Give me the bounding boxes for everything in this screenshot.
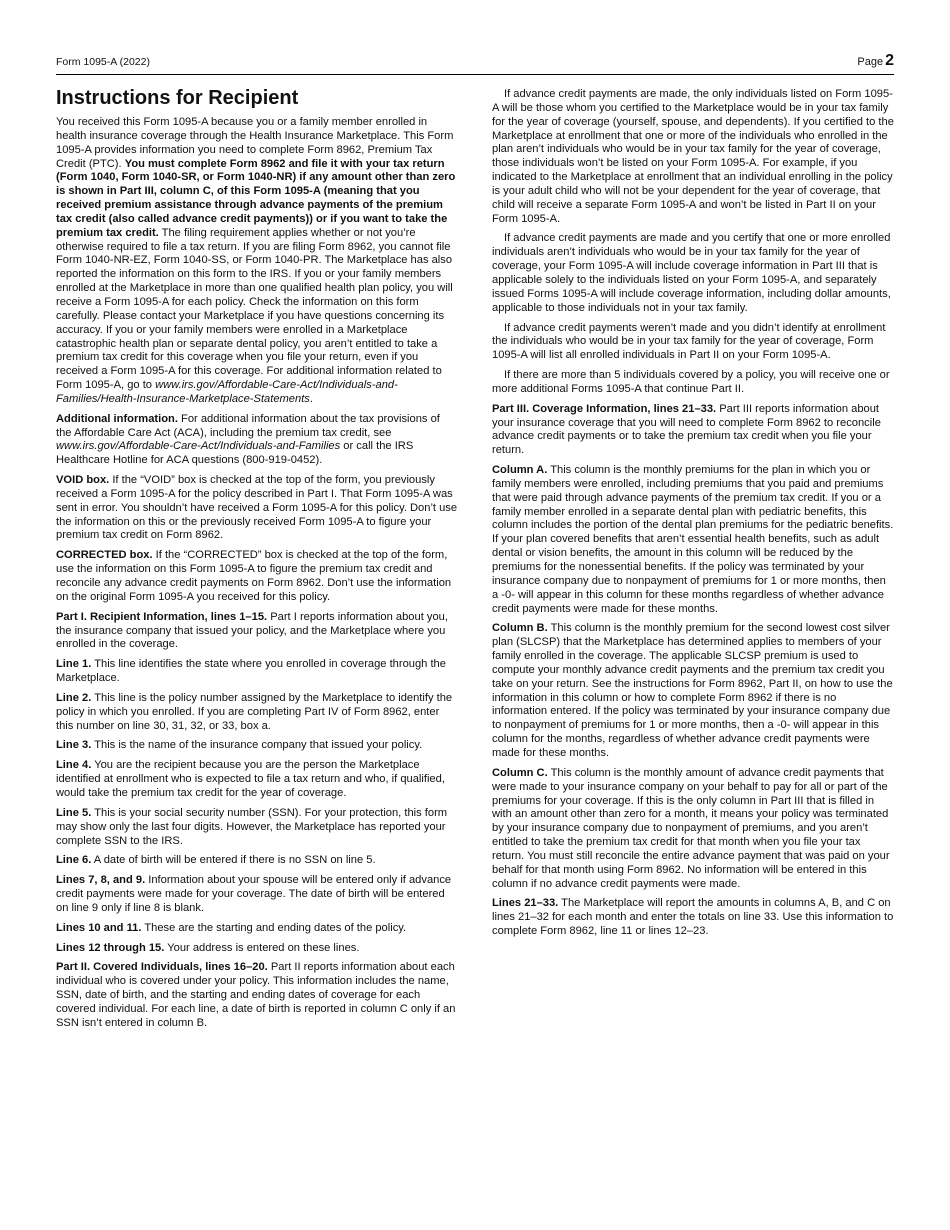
line4-paragraph: Line 4. You are the recipient because you are the person the Marketplace identified at enrollment who is expected to file a tax return and who, if qualified, would take the premium tax credit for the year of coverage. bbox=[56, 759, 445, 799]
line6-heading: Line 6. bbox=[56, 854, 92, 867]
line5-paragraph: Line 5. This is your social security number (SSN). For your protection, this form may show only the last four digits. However, the Marketplace has reported your complete SSN to the IRS. bbox=[56, 806, 448, 847]
lines1011-paragraph: Lines 10 and 11. These are the starting and ending dates of the policy. bbox=[56, 921, 407, 934]
line3-paragraph: Line 3. This is the name of the insurance company that issued your policy. bbox=[56, 739, 423, 752]
lines2133-paragraph: Lines 21–33. The Marketplace will report the amounts in columns A, B, and C on lines 21–32 for each month and enter the totals on line 33. Use this information to complete Form 8962, line 11 or lines 12–23. bbox=[492, 897, 894, 938]
line4-heading: Line 4. bbox=[56, 759, 92, 772]
more-than-5-paragraph: If there are more than 5 individuals covered by a policy, you will receive one or more additional Forms 1095-A that continue Part II. bbox=[492, 369, 890, 395]
column-c-paragraph: Column C. This column is the monthly amount of advance credit payments that were made to your insurance company on your behalf to pay for all or part of the premiums for your coverage. If this is the only column in Part III that is filled in with an amount other than zero for a month, it means your policy was terminated by your insurance company due to nonpayment of premiums, and you aren’t entitled to take the premium tax credit for that month when you file your tax return. You must still reconcile the entire advance payment that was paid on your behalf for that month using Form 8962. No information will be entered in this column if no advance credit payments were made. bbox=[492, 766, 890, 890]
no-advance-payments-paragraph: If advance credit payments weren’t made and you didn’t identify at enrollment the individuals who would be in your tax family for the year of coverage, Form 1095-A will list all enrolled individuals in Part II on your Form 1095-A. bbox=[492, 321, 886, 362]
line3-heading: Line 3. bbox=[56, 739, 92, 752]
page-header bbox=[56, 52, 894, 75]
part1-heading: Part I. Recipient Information, lines 1–15. bbox=[56, 610, 268, 623]
page-word: Page bbox=[857, 56, 884, 68]
lines1215-paragraph: Lines 12 through 15. Your address is entered on these lines. bbox=[56, 941, 360, 954]
line2-paragraph: Line 2. This line is the policy number assigned by the Marketplace to identify the policy in which you enrolled. If you are completing Part IV of Form 8962, enter this number on line 30, 31, 32, or 33, box a. bbox=[56, 691, 453, 732]
column-b-heading: Column B. bbox=[492, 622, 548, 635]
void-box-paragraph: VOID box. If the “VOID” box is checked at the top of the form, you previously received a Form 1095-A for the policy described in Part I. That Form 1095-A was sent in error. You shouldn’t have received a Form 1095-A for this policy. Don’t use the information on this or the previously received Form 1095-A to figure your premium tax credit on Form 8962. bbox=[56, 474, 458, 542]
line1-paragraph: Line 1. This line identifies the state where you enrolled in coverage through the Marketplace. bbox=[56, 658, 446, 685]
advance-payments-paragraph: If advance credit payments are made, the only individuals listed on Form 1095-A will be those whom you certified to the Marketplace would be in your tax family for the year of coverage (yourself, spouse, and dependents). If you certified to the Marketplace at enrollment that one or more of the individuals who enrolled in the plan aren’t individuals who would be in your tax family for the year of coverage, those individuals won’t be listed on your Form 1095-A. For example, if you indicated to the Marketplace at enrollment that an individual enrolling in the policy is your adult child who will not be your dependent for the year of coverage, that child will receive a separate Form 1095-A and won’t be listed in Part II on your Form 1095-A. bbox=[492, 88, 894, 225]
part2-heading: Part II. Covered Individuals, lines 16–20. bbox=[56, 961, 268, 974]
line2-heading: Line 2. bbox=[56, 691, 92, 704]
lines789-paragraph: Lines 7, 8, and 9. Information about your spouse will be entered only if advance credit payments were made for your coverage. The date of birth will be entered on line 9 only if line 8 is blank. bbox=[56, 874, 452, 914]
statements-link[interactable]: www.irs.gov/Affordable-Care-Act/Individuals-and-Families/Health-Insurance-Marketplace-Statements bbox=[56, 379, 398, 405]
tax-family-paragraph: If advance credit payments are made and you certify that one or more enrolled individuals aren’t individuals who would be in your tax family for the year of coverage, your Form 1095-A will include coverage information in Part III that is applicable solely to the individuals listed on your Form 1095-A, and separately issued Forms 1095-A will include coverage information, including dollar amounts, applicable to those individuals not in your tax family. bbox=[492, 232, 891, 314]
additional-info-heading: Additional information. bbox=[56, 412, 178, 425]
lines789-heading: Lines 7, 8, and 9. bbox=[56, 874, 146, 887]
lines2133-heading: Lines 21–33. bbox=[492, 897, 559, 910]
page-number-label bbox=[857, 52, 894, 70]
page-title: Instructions for Recipient bbox=[56, 87, 299, 109]
column-a-heading: Column A. bbox=[492, 464, 548, 477]
part2-paragraph: Part II. Covered Individuals, lines 16–20. Part II reports information about each individual who is covered under your policy. This information includes the name, SSN, date of birth, and the starting and ending dates of coverage for each covered individual. For each line, a date of birth is reported in column C only if an SSN isn’t entered in column B. bbox=[56, 961, 456, 1029]
aca-link[interactable]: www.irs.gov/Affordable-Care-Act/Individuals-and-Families bbox=[56, 440, 341, 453]
corrected-box-paragraph: CORRECTED box. If the “CORRECTED” box is checked at the top of the form, use the information on this Form 1095-A to figure the premium tax credit and reconcile any advance credit payments on Form 8962. Don’t use the information on the original Form 1095-A you received for this policy. bbox=[56, 549, 452, 603]
line5-heading: Line 5. bbox=[56, 806, 92, 819]
lines1215-heading: Lines 12 through 15. bbox=[56, 941, 165, 954]
line6-paragraph: Line 6. A date of birth will be entered if there is no SSN on line 5. bbox=[56, 854, 376, 867]
void-box-heading: VOID box. bbox=[56, 474, 110, 487]
column-b-paragraph: Column B. This column is the monthly premium for the second lowest cost silver plan (SLCSP) that the Marketplace has determined applies to members of your family enrolled in the coverage. The applicable SLCSP premium is used to compute your monthly advance credit payments and the premium tax credit you take on your return. See the instructions for Form 8962, Part II, on how to use the information in this column or how to complete Form 8962 if there is no information entered. If the policy was terminated by your insurance company due to nonpayment of premiums for 1 or more months, then a -0- will appear in this column for the months, regardless of whether advance credit payments were made for these months. bbox=[492, 622, 893, 759]
intro-paragraph: You received this Form 1095-A because you or a family member enrolled in health insurance coverage through the Health Insurance Marketplace. This Form 1095-A provides information you need to complete Form 8962, Premium Tax Credit (PTC). You must complete Form 8962 and file it with your tax return (Form 1040, Form 1040-SR, or Form 1040-NR) if any amount other than zero is shown in Part III, column C, of this Form 1095-A (meaning that you received premium assistance through advance payments of the premium tax credit (also called advance credit payments)) or if you want to take the premium tax credit. The filing requirement applies whether or not you’re otherwise required to file a tax return. If you are filing Form 8962, you cannot file Form 1040-NR-EZ, Form 1040-SS, or Form 1040-PR. The Marketplace has also reported the information on this form to the IRS. If you or your family members enrolled at the Marketplace in more than one qualified health plan policy, you will receive a Form 1095-A for each policy. Check the information on this form carefully. Please contact your Marketplace if you have questions concerning its accuracy. If you or your family members were enrolled in a Marketplace catastrophic health plan or separate dental policy, you aren’t entitled to take a premium tax credit for this coverage when you file your return, even if you received a Form 1095-A for this coverage. For additional information related to Form 1095-A, go to www.irs.gov/Affordable-Care-Act/Individuals-and-Families/Health-Insurance-Marketplace-Statements. bbox=[56, 116, 456, 405]
lines1011-heading: Lines 10 and 11. bbox=[56, 921, 142, 934]
column-c-heading: Column C. bbox=[492, 766, 548, 779]
additional-info-paragraph: Additional information. For additional information about the tax provisions of the Affordable Care Act (ACA), including the premium tax credit, see www.irs.gov/Affordable-Care-Act/Individuals-and-Families or call the IRS Healthcare Hotline for ACA questions (800-919-0452). bbox=[56, 412, 440, 467]
right-column bbox=[492, 88, 894, 945]
line1-heading: Line 1. bbox=[56, 658, 92, 671]
part3-heading: Part III. Coverage Information, lines 21–33. bbox=[492, 402, 717, 415]
form-id: Form 1095-A (2022) bbox=[56, 56, 150, 68]
column-a-paragraph: Column A. This column is the monthly premiums for the plan in which you or family members were enrolled, including premiums that you paid and premiums that were paid through advance payments of the premium tax credit. If you or a family member enrolled in a separate dental plan with pediatric benefits, this column includes the portion of the dental plan premiums for the pediatric benefits. If your plan covered benefits that aren’t essential health benefits, such as adult dental or vision benefits, the amount in this column will be reduced by the premiums for the nonessential benefits. If the policy was terminated by your insurance company due to nonpayment of premiums for 1 or more months, then a -0- will appear in this column for these months regardless of whether advance credit payments were made for these months. bbox=[492, 464, 894, 615]
left-column bbox=[56, 86, 458, 1037]
filing-requirement-bold: You must complete Form 8962 and file it with your tax return (Form 1040, Form 1040-SR, or Form 1040-NR) if any amount other than zero is shown in Part III, column C, of this Form 1095-A (meaning that you received premium assistance through advance payments of the premium tax credit (also called advance credit payments)) or if you want to take the premium tax credit. bbox=[56, 157, 456, 239]
corrected-box-heading: CORRECTED box. bbox=[56, 549, 153, 562]
part1-paragraph: Part I. Recipient Information, lines 1–15. Part I reports information about you, the insurance company that issued your policy, and the Marketplace where you enrolled in the coverage. bbox=[56, 610, 448, 651]
page-number: 2 bbox=[885, 52, 894, 69]
part3-paragraph: Part III. Coverage Information, lines 21–33. Part III reports information about your insurance coverage that you will need to complete Form 8962 to reconcile advance credit payments or to take the premium tax credit when you file your return. bbox=[492, 402, 881, 457]
